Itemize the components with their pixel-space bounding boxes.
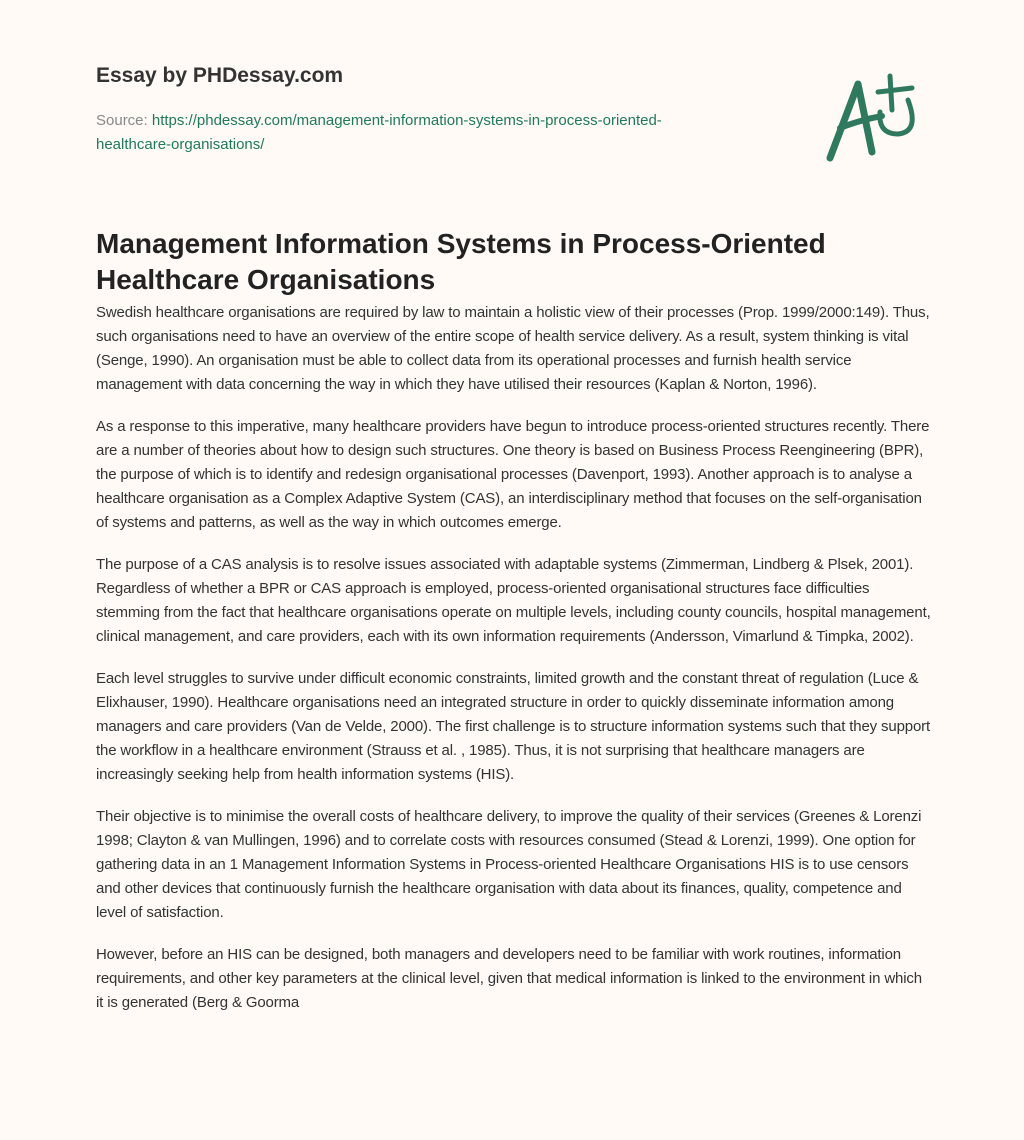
- source-label: Source:: [96, 112, 148, 129]
- source-line: [96, 109, 736, 157]
- paragraph: The purpose of a CAS analysis is to resolve issues associated with adaptable systems (Zimmerman, Lindberg & Plsek, 2001). Regardless of whether a BPR or CAS approach is employed, process-oriented organisational structures face difficulties stemming from the fact that healthcare organisations operate on multiple levels, including county councils, hospital management, clinical management, and care providers, each with its own information requirements (Andersson, Vimarlund & Timpka, 2002).: [96, 556, 931, 645]
- article-title: Management Information Systems in Process-Oriented Healthcare Organisations: [96, 228, 826, 295]
- paragraph: Swedish healthcare organisations are required by law to maintain a holistic view of their processes (Prop. 1999/2000:149). Thus, such organisations need to have an overview of the entire scope of health service delivery. As a result, system thinking is vital (Senge, 1990). An organisation must be able to collect data from its operational processes and furnish health service management with data concerning the way in which they have utilised their resources (Kaplan & Norton, 1996).: [96, 304, 930, 393]
- paragraph: Each level struggles to survive under difficult economic constraints, limited growth and the constant threat of regulation (Luce & Elixhauser, 1990). Healthcare organisations need an integrated structure in order to quickly disseminate information among managers and care providers (Van de Velde, 2000). The first challenge is to structure information systems such that they support the workflow in a healthcare environment (Strauss et al. , 1985). Thus, it is not surprising that healthcare managers are increasingly seeking help from health information systems (HIS).: [96, 670, 931, 783]
- paragraph: Their objective is to minimise the overall costs of healthcare delivery, to improve the quality of their services (Greenes & Lorenzi 1998; Clayton & van Mullingen, 1996) and to correlate costs with resources consumed (Stead & Lorenzi, 1999). One option for gathering data in an 1 Management Information Systems in Process-oriented Healthcare Organisations HIS is to use censors and other devices that continuously furnish the healthcare organisation with data about its finances, quality, competence and level of satisfaction.: [96, 808, 922, 921]
- paragraph: As a response to this imperative, many healthcare providers have begun to introduce process-oriented structures recently. There are a number of theories about how to design such structures. One theory is based on Business Process Reengineering (BPR), the purpose of which is to identify and redesign organisational processes (Davenport, 1993). Another approach is to analyse a healthcare organisation as a Complex Adaptive System (CAS), an interdisciplinary method that focuses on the self-organisation of systems and patterns, as well as the way in which outcomes emerge.: [96, 418, 930, 531]
- paragraph: However, before an HIS can be designed, both managers and developers need to be familiar with work routines, information requirements, and other key parameters at the clinical level, given that medical information is linked to the environment in which it is generated (Berg & Goorma: [96, 946, 922, 1011]
- a-plus-logo-icon: [820, 70, 930, 170]
- source-link[interactable]: https://phdessay.com/management-information-systems-in-process-oriented-healthcare-organisations/: [96, 112, 662, 153]
- site-brand: Essay by PHDessay.com: [96, 64, 344, 87]
- article-body: [96, 301, 932, 1033]
